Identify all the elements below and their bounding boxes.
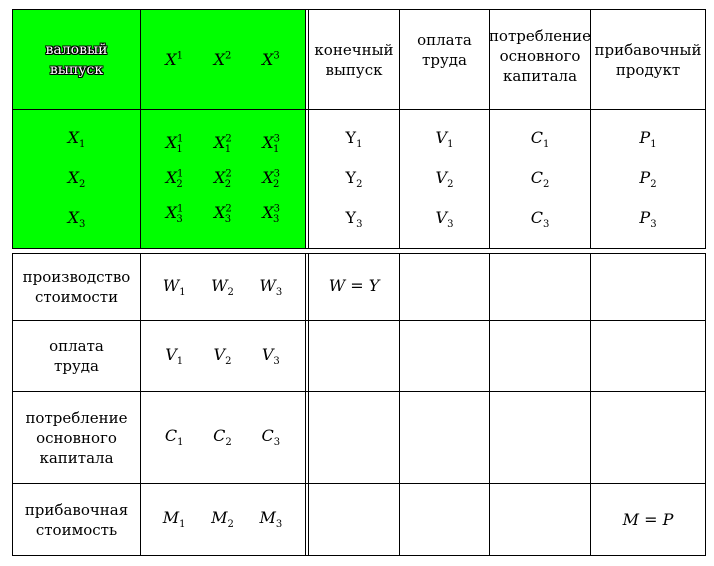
w-equals-y bbox=[309, 254, 399, 316]
col-labor-pay-values bbox=[400, 128, 489, 230]
m-equals-p-right: P bbox=[662, 510, 674, 529]
m-equals-p bbox=[591, 484, 705, 555]
labor-pay-line-2: труда bbox=[422, 51, 467, 69]
top-columns-header bbox=[150, 10, 295, 109]
p2-value: $P_2$ bbox=[639, 167, 657, 191]
matrix-cell: $X^2_1$ bbox=[213, 132, 232, 155]
col-capital-values bbox=[490, 128, 590, 230]
matrix-cell: $X^3_3$ bbox=[262, 203, 281, 226]
matrix-cell: $X^1_1$ bbox=[165, 132, 184, 155]
row-label-x2: $X_2$ bbox=[67, 167, 86, 191]
capital-consumption-label bbox=[13, 392, 140, 483]
top-col-3: $X^3$ bbox=[261, 50, 280, 69]
p1-value: $P_1$ bbox=[639, 128, 657, 151]
v3-value: $V_3$ bbox=[435, 207, 454, 230]
intermediate-matrix bbox=[150, 126, 295, 232]
line-v-305 bbox=[305, 9, 306, 249]
c2-value: $C_2$ bbox=[530, 167, 550, 191]
p3-value: $P_3$ bbox=[639, 207, 657, 230]
m2-value: $M_2$ bbox=[211, 508, 234, 531]
surplus-value-row bbox=[150, 484, 295, 555]
m-equals-p-left: M bbox=[622, 510, 640, 529]
surplus-product-header bbox=[591, 10, 705, 109]
line-bv-399 bbox=[399, 253, 400, 556]
labor-pay-row-line-1: оплата bbox=[49, 337, 104, 355]
c3-value: $C_3$ bbox=[530, 207, 550, 230]
matrix-cell: $X^2_3$ bbox=[213, 203, 232, 226]
capital-consumption-line-3: капитала bbox=[502, 67, 578, 85]
top-col-2: $X^2$ bbox=[213, 50, 232, 69]
v2-row-value: $V_2$ bbox=[213, 344, 232, 368]
line-b-bottom bbox=[12, 555, 706, 556]
surplus-product-line-1: прибавочный bbox=[594, 40, 702, 59]
m3-value: $M_3$ bbox=[259, 508, 283, 531]
c1-value: $C_1$ bbox=[530, 128, 550, 151]
labor-pay-row-line-2: труда bbox=[54, 357, 99, 375]
labor-pay-header bbox=[400, 10, 489, 90]
col-surplus-values bbox=[591, 128, 705, 230]
m-equals-p-op: = bbox=[644, 510, 658, 529]
gross-output-line-1: валовый bbox=[45, 41, 108, 58]
final-output-line-1: конечный bbox=[314, 40, 394, 59]
surplus-value-line-1: прибавочная bbox=[24, 500, 129, 519]
line-top-mid bbox=[12, 109, 706, 110]
value-production-label bbox=[13, 254, 140, 320]
capital-consumption-line-2: основного bbox=[499, 47, 581, 65]
surplus-value-label bbox=[13, 484, 140, 555]
w-equals-y-right: Y bbox=[368, 275, 380, 295]
line-bv-right bbox=[705, 253, 706, 556]
value-production-line-2: стоимости bbox=[34, 288, 119, 306]
matrix-cell: $X^3_1$ bbox=[262, 132, 281, 155]
y2-value: $Y_2$ bbox=[345, 167, 363, 191]
matrix-cell: $X^1_3$ bbox=[165, 203, 184, 226]
v3-row-value: $V_3$ bbox=[261, 344, 280, 368]
surplus-product-line-2: продукт bbox=[615, 60, 681, 79]
labor-pay-row bbox=[150, 321, 295, 391]
y3-value: $Y_3$ bbox=[345, 207, 363, 230]
c1-row-value: $C_1$ bbox=[164, 426, 184, 449]
col-final-output-values bbox=[309, 128, 399, 230]
w-equals-y-left: W bbox=[328, 275, 346, 295]
capital-consumption-row bbox=[150, 392, 295, 483]
final-output-line-2: выпуск bbox=[325, 60, 383, 79]
w2-value: $W_2$ bbox=[211, 275, 234, 299]
w3-value: $W_3$ bbox=[259, 275, 283, 299]
c3-row-value: $C_3$ bbox=[261, 426, 281, 449]
capital-row-line-1: потребление bbox=[25, 408, 128, 427]
capital-row-line-2: основного bbox=[36, 428, 117, 447]
v2-value: $V_2$ bbox=[435, 167, 454, 191]
line-bv-305 bbox=[305, 253, 306, 556]
matrix-cell: $X^3_2$ bbox=[262, 167, 281, 191]
line-bv-140 bbox=[140, 253, 141, 556]
w1-value: $W_1$ bbox=[162, 275, 186, 299]
m1-value: $M_1$ bbox=[162, 508, 186, 531]
matrix-cell: $X^2_2$ bbox=[213, 167, 232, 191]
capital-row-line-3: капитала bbox=[39, 448, 114, 467]
row-label-x1: $X_1$ bbox=[67, 128, 86, 151]
row-labels-x bbox=[13, 128, 140, 230]
labor-pay-line-1: оплата bbox=[417, 31, 472, 49]
v1-value: $V_1$ bbox=[435, 128, 454, 151]
top-col-1: $X^1$ bbox=[165, 50, 184, 69]
line-bv-489 bbox=[489, 253, 490, 556]
gross-output-line-2: выпуск bbox=[49, 61, 104, 78]
labor-pay-label bbox=[13, 321, 140, 391]
surplus-value-line-2: стоимость bbox=[35, 520, 118, 539]
capital-consumption-header bbox=[490, 10, 590, 102]
gross-output-header bbox=[13, 10, 140, 109]
row-label-x3: $X_3$ bbox=[67, 207, 86, 230]
value-production-line-1: производство bbox=[22, 268, 131, 286]
c2-row-value: $C_2$ bbox=[213, 426, 232, 449]
line-v-140 bbox=[140, 9, 141, 249]
w-equals-y-op: = bbox=[350, 275, 364, 295]
line-top-bottom bbox=[12, 248, 706, 249]
final-output-header bbox=[309, 10, 399, 109]
line-v-right bbox=[705, 9, 706, 249]
matrix-cell: $X^1_2$ bbox=[165, 167, 184, 191]
value-production-row bbox=[150, 254, 295, 320]
y1-value: $Y_1$ bbox=[345, 128, 363, 151]
v1-row-value: $V_1$ bbox=[165, 344, 184, 368]
capital-consumption-line-1: потребление bbox=[488, 27, 592, 45]
